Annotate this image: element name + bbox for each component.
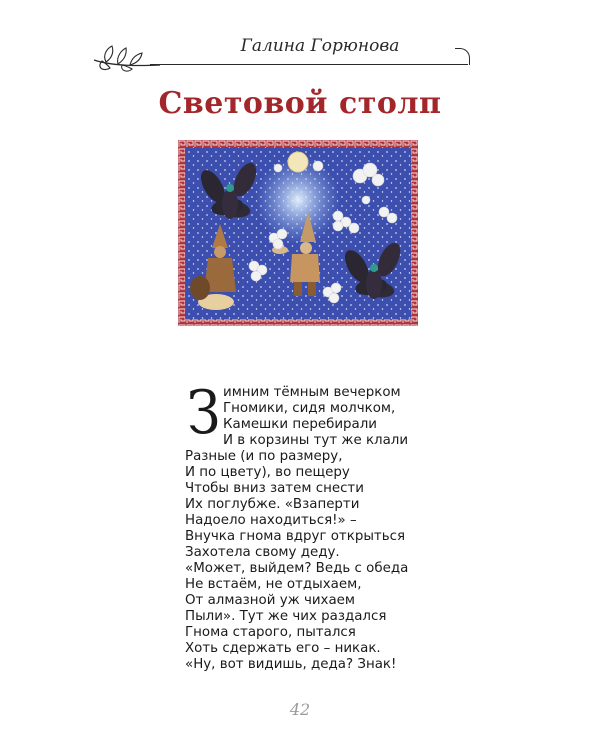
page-header <box>0 0 600 80</box>
poem-line: Хоть сдержать его – никак. <box>185 641 381 656</box>
poem-line: И в корзины тут же клали <box>223 433 409 448</box>
poem-line: Гномики, сидя молчком, <box>223 401 396 416</box>
poem-line: Надоело находиться!» – <box>185 513 357 528</box>
poem-line: Их поглубже. «Взаперти <box>185 497 360 512</box>
poem-line: «Может, выйдем? Ведь с обеда <box>185 561 409 576</box>
branch-ornament-icon <box>92 38 162 74</box>
poem-line: От алмазной уж чихаем <box>185 593 356 608</box>
poem-line: Внучка гнома вдруг открыться <box>185 529 406 544</box>
poem-line: Не встаём, не отдыхаем, <box>185 577 362 592</box>
poem-line: Захотела свому деду. <box>185 545 340 560</box>
poem-line: Камешки перебирали <box>223 417 378 432</box>
header-rule <box>150 64 468 65</box>
stone-mosaic-artwork <box>178 140 418 326</box>
poem-line: имним тёмным вечерком <box>223 385 401 400</box>
poem-line: Разные (и по размеру, <box>185 449 343 464</box>
poem-line: И по цвету), во пещеру <box>185 465 350 480</box>
poem-line: Гнома старого, пытался <box>185 625 356 640</box>
poem-line: «Ну, вот видишь, деда? Знак! <box>185 657 397 672</box>
drop-cap: З <box>186 378 221 448</box>
header-rule-curl <box>455 48 470 65</box>
poem-line: Пыли». Тут же чих раздался <box>185 609 387 624</box>
author-name: Галина Горюнова <box>240 36 400 56</box>
poem-title: Световой столп <box>158 86 442 121</box>
poem-line: Чтобы вниз затем снести <box>185 481 364 496</box>
page-number: 42 <box>289 700 311 719</box>
